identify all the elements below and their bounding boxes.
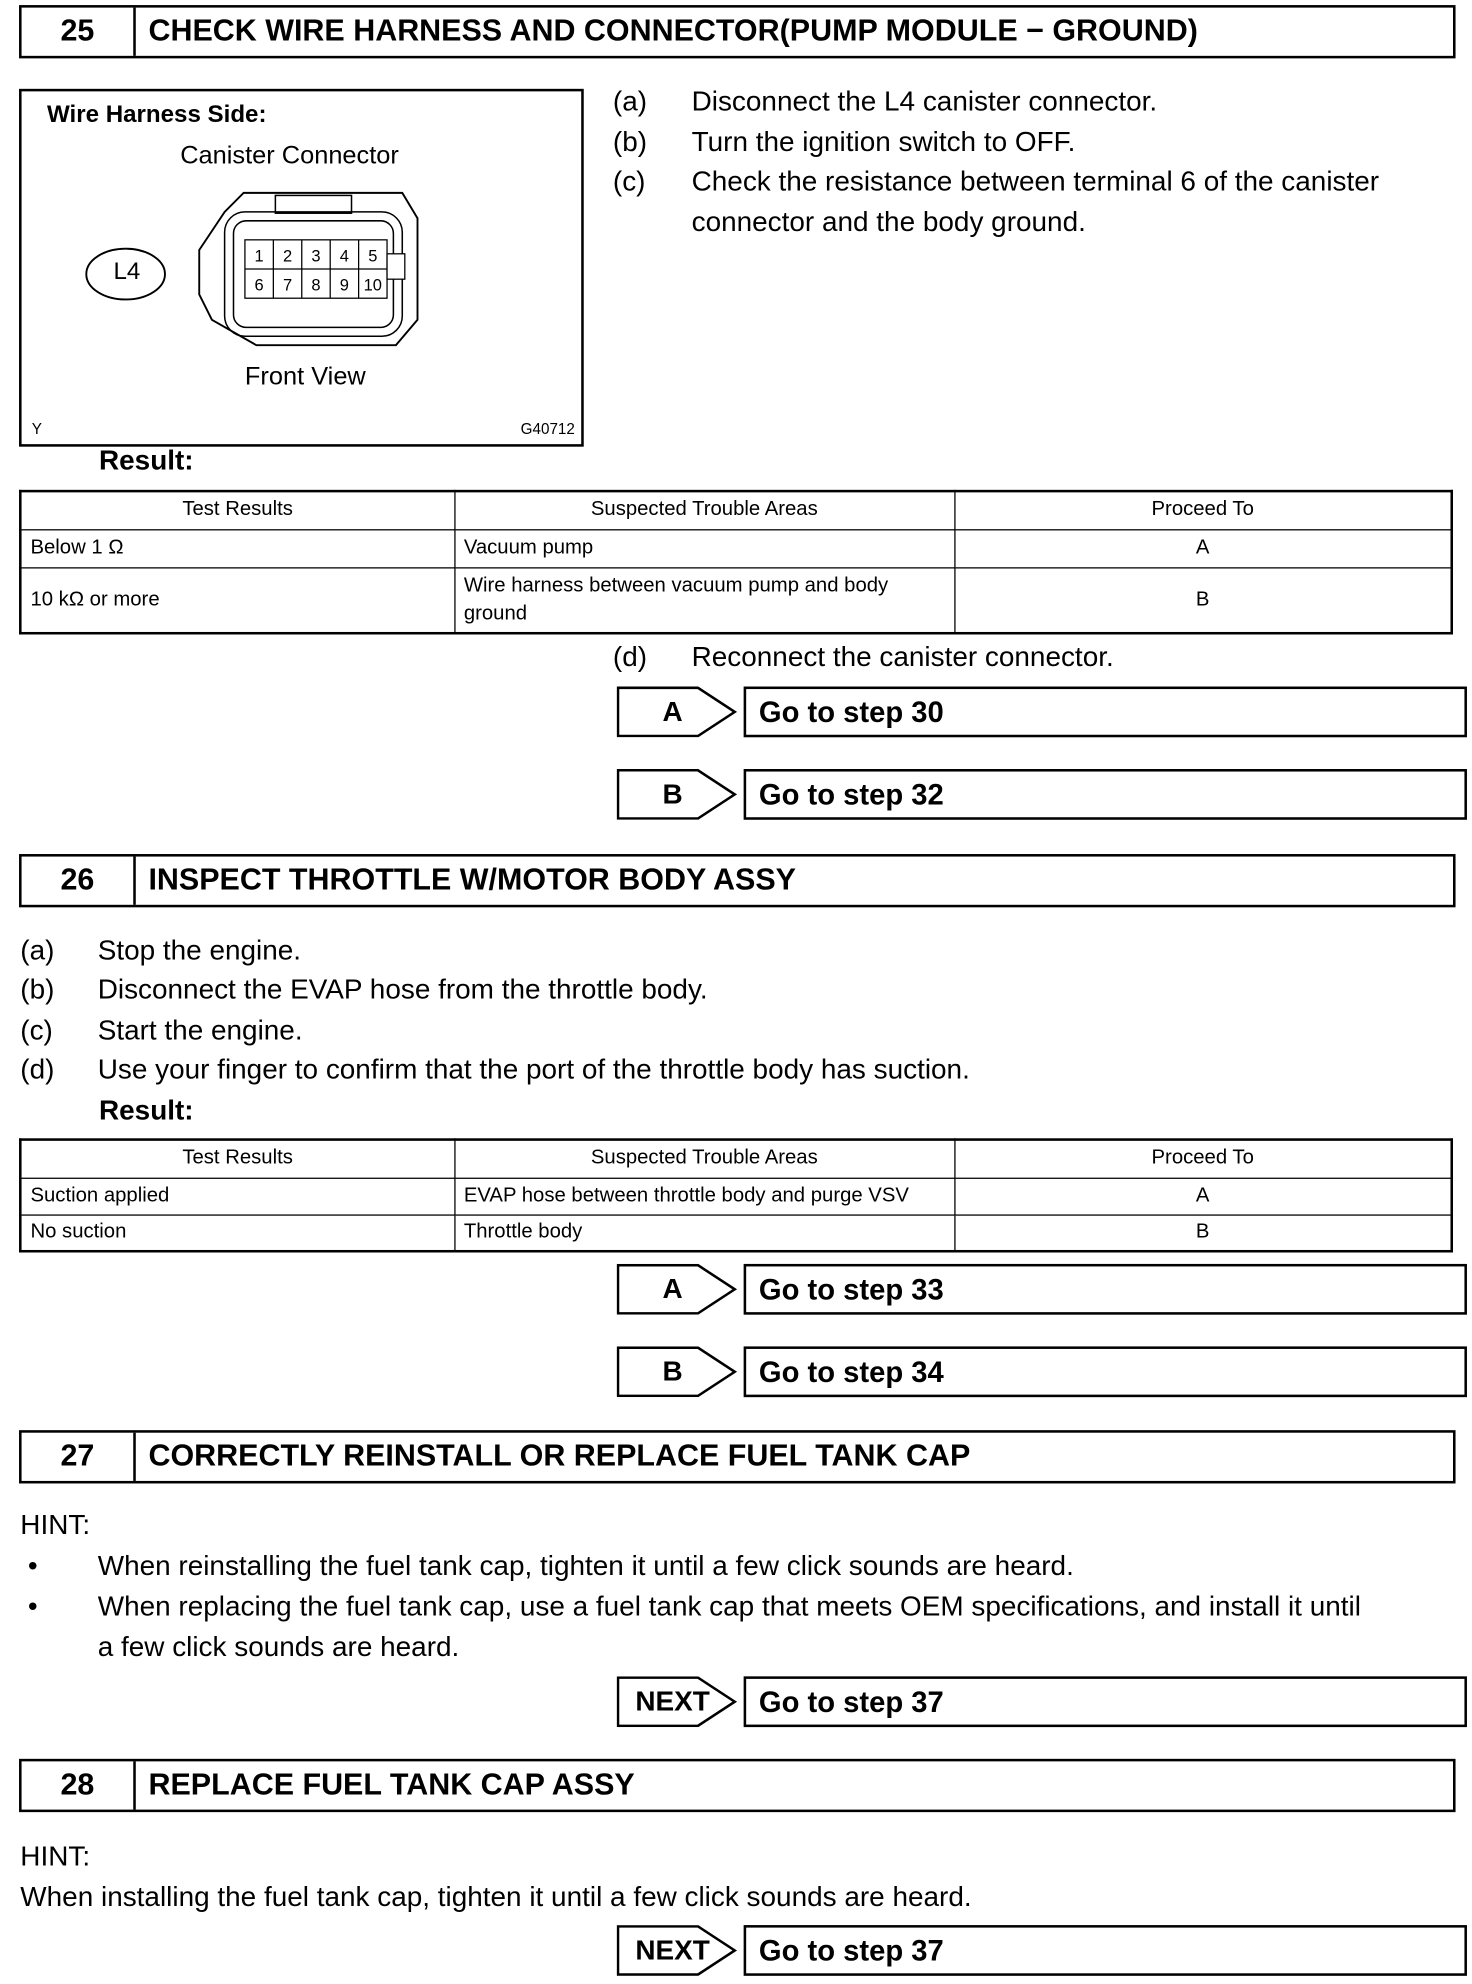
connector-code: L4	[113, 258, 141, 286]
table-row	[20, 567, 1451, 633]
table-row	[20, 529, 1451, 567]
step-number: 28	[22, 1761, 136, 1809]
table-header: Test Results	[20, 1140, 454, 1178]
pin-label: 4	[339, 246, 349, 266]
result-table-26	[19, 1138, 1453, 1252]
connector-figure	[19, 89, 584, 447]
branch-target[interactable]: Go to step 30	[744, 687, 1467, 738]
branch-key: A	[662, 695, 683, 728]
pin-label: 8	[311, 275, 321, 295]
item-text: Check the resistance between terminal 6 of the canister	[691, 164, 1380, 197]
pin-label: 7	[282, 275, 293, 295]
pin-label: 10	[363, 275, 382, 295]
item-text: Reconnect the canister connector.	[691, 640, 1114, 673]
branch-b-go-to-step-32[interactable]	[617, 769, 1455, 820]
table-row	[20, 1178, 1451, 1215]
next-go-to-step-37[interactable]	[617, 1925, 1455, 1976]
branch-target[interactable]: Go to step 34	[744, 1346, 1467, 1397]
next-go-to-step-37[interactable]	[617, 1676, 1455, 1727]
pin-label: 6	[254, 275, 264, 295]
result-table-25	[19, 490, 1453, 635]
item-label: (a)	[20, 933, 55, 966]
branch-key: NEXT	[635, 1933, 710, 1966]
step-title: CHECK WIRE HARNESS AND CONNECTOR(PUMP MODULE − GROUND)	[148, 13, 1198, 49]
bullet-icon: •	[27, 1549, 38, 1582]
branch-key: B	[662, 1355, 683, 1388]
table-cell: Suction applied	[20, 1178, 454, 1215]
branch-target[interactable]: Go to step 37	[744, 1676, 1467, 1727]
pin-label: 9	[339, 275, 349, 295]
hint-bullet: When replacing the fuel tank cap, use a fuel tank cap that meets OEM specifications, and install it until	[97, 1590, 1361, 1622]
table-header: Proceed To	[954, 1140, 1451, 1178]
item-text: Use your finger to confirm that the port of the throttle body has suction.	[97, 1053, 970, 1085]
item-text: Stop the engine.	[97, 933, 302, 966]
item-text: Disconnect the EVAP hose from the throttle body.	[97, 973, 708, 1006]
table-cell: EVAP hose between throttle body and purge VSV	[454, 1178, 954, 1215]
branch-a-go-to-step-30[interactable]	[617, 687, 1455, 738]
branch-key: NEXT	[635, 1685, 710, 1717]
pin-label: 2	[282, 246, 293, 266]
pin-label: 5	[368, 246, 378, 266]
view-label: Front View	[244, 362, 366, 391]
hint-text: When installing the fuel tank cap, tighten it until a few click sounds are heard.	[20, 1880, 972, 1913]
item-label: (d)	[20, 1053, 55, 1085]
pin-label: 3	[311, 246, 321, 266]
branch-target[interactable]: Go to step 33	[744, 1264, 1467, 1315]
pin-label: 1	[254, 246, 264, 266]
table-cell: B	[954, 567, 1451, 633]
branch-key: A	[662, 1272, 683, 1305]
item-text: Disconnect the L4 canister connector.	[691, 85, 1158, 117]
table-cell: A	[954, 529, 1451, 567]
hint-label: HINT:	[20, 1840, 91, 1872]
bullet-icon: •	[27, 1590, 38, 1622]
figure-heading: Wire Harness Side:	[46, 101, 267, 129]
table-cell: A	[954, 1178, 1451, 1215]
table-header: Proceed To	[954, 491, 1451, 529]
table-header: Suspected Trouble Areas	[454, 491, 954, 529]
table-cell: Throttle body	[454, 1214, 954, 1251]
item-text: Turn the ignition switch to OFF.	[691, 125, 1076, 158]
item-label: (c)	[612, 164, 646, 197]
result-label: Result:	[98, 444, 194, 476]
item-label: (b)	[20, 973, 55, 1006]
step-number: 26	[22, 857, 136, 905]
branch-b-go-to-step-34[interactable]	[617, 1346, 1455, 1397]
branch-target[interactable]: Go to step 32	[744, 769, 1467, 820]
step-title: CORRECTLY REINSTALL OR REPLACE FUEL TANK CAP	[148, 1439, 971, 1474]
item-text: connector and the body ground.	[691, 205, 1086, 238]
table-cell: Vacuum pump	[454, 529, 954, 567]
table-cell: No suction	[20, 1214, 454, 1251]
step-26-header	[19, 854, 1456, 907]
step-27-header	[19, 1430, 1456, 1483]
item-label: (c)	[20, 1013, 53, 1046]
step-title: REPLACE FUEL TANK CAP ASSY	[148, 1767, 635, 1802]
item-label: (d)	[612, 640, 648, 673]
figure-id: G40712	[520, 420, 575, 438]
item-text: Start the engine.	[97, 1013, 303, 1046]
table-row	[20, 1214, 1451, 1251]
table-cell: Wire harness between vacuum pump and body ground	[454, 567, 954, 633]
step-25-header	[19, 5, 1456, 58]
connector-name: Canister Connector	[180, 142, 399, 171]
hint-label: HINT:	[20, 1508, 91, 1541]
table-cell: B	[954, 1214, 1451, 1251]
step-title: INSPECT THROTTLE W/MOTOR BODY ASSY	[148, 862, 796, 898]
branch-key: B	[662, 777, 683, 810]
branch-target[interactable]: Go to step 37	[744, 1925, 1467, 1976]
item-label: (a)	[612, 85, 648, 117]
item-label: (b)	[612, 125, 648, 158]
hint-bullet: a few click sounds are heard.	[97, 1630, 460, 1663]
figure-corner-label: Y	[31, 420, 42, 438]
table-header: Suspected Trouble Areas	[454, 1140, 954, 1178]
result-label: Result:	[98, 1093, 194, 1126]
branch-a-go-to-step-33[interactable]	[617, 1264, 1455, 1315]
table-cell: 10 kΩ or more	[20, 567, 454, 633]
step-28-header	[19, 1759, 1456, 1812]
hint-bullet: When reinstalling the fuel tank cap, tighten it until a few click sounds are heard.	[97, 1549, 1074, 1582]
table-cell: Below 1 Ω	[20, 529, 454, 567]
step-number: 25	[22, 8, 136, 56]
step-number: 27	[22, 1433, 136, 1481]
table-header: Test Results	[20, 491, 454, 529]
